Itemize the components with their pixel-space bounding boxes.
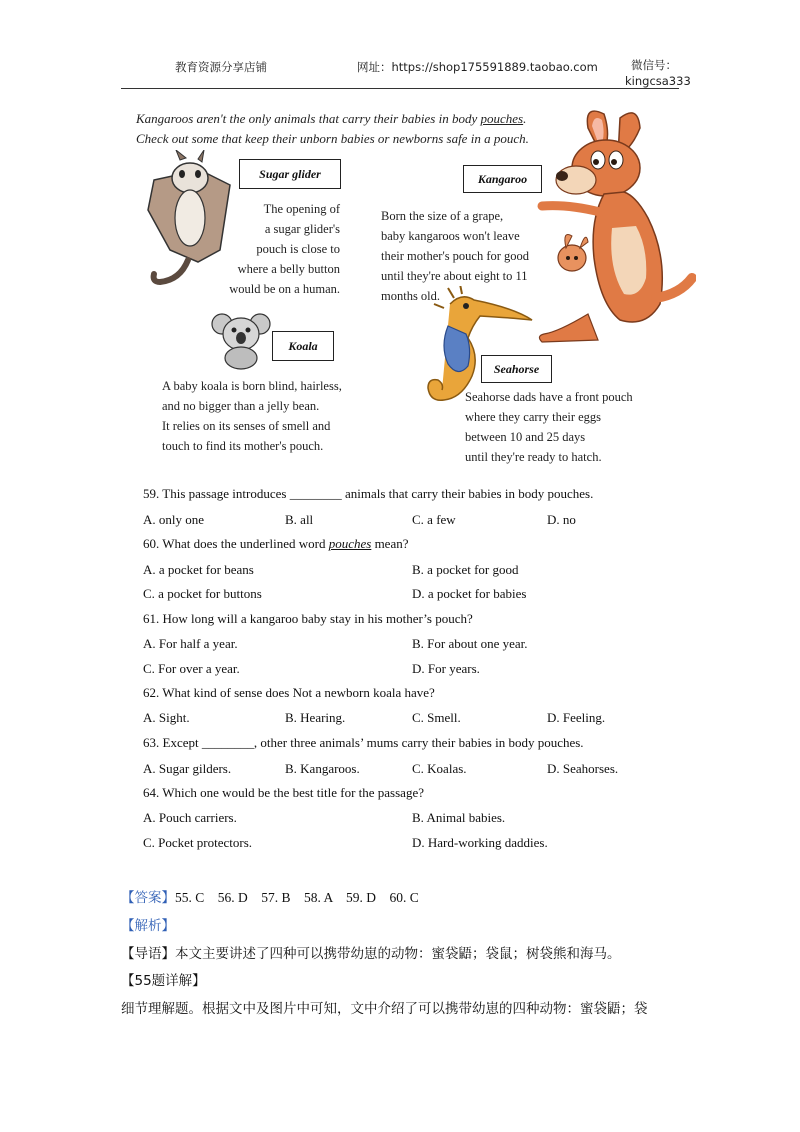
q64-option-b: B. Animal babies. <box>412 810 506 825</box>
header-wechat-id: kingcsa333 <box>625 74 691 88</box>
q63-option-d: D. Seahorses. <box>547 761 619 776</box>
detail-text: 细节理解题。根据文中及图片中可知，文中介绍了可以携带幼崽的四种动物：蜜袋鼯；袋 <box>121 1001 648 1017</box>
intro-period: . <box>523 111 527 126</box>
q59-option-d: D. no <box>547 512 576 527</box>
q63-option-c: C. Koalas. <box>412 761 467 776</box>
q63-option-a: A. Sugar gilders. <box>143 761 232 776</box>
kangaroo-text: Born the size of a grape, baby kangaroos won't leave their mother's pouch for good until they're about eight to 11 months old. <box>381 209 530 303</box>
passage-intro-line2: Check out some that keep their unborn babies or newborns safe in a pouch. <box>136 131 529 146</box>
detail-label: 【55题详解】 <box>121 973 206 989</box>
q60-option-d: D. a pocket for babies <box>412 586 527 601</box>
answer-line <box>121 886 419 906</box>
header-url: 网址：https://shop175591889.taobao.com <box>357 60 598 74</box>
q60-underlined-word: pouches <box>328 536 372 551</box>
q64-option-a: A. Pouch carriers. <box>143 810 237 825</box>
q64-option-d: D. Hard-working daddies. <box>412 835 548 850</box>
answer-label: 【答案】 <box>121 890 175 906</box>
q61-option-a: A. For half a year. <box>143 636 238 651</box>
label-seahorse: Seahorse <box>481 355 552 383</box>
question-62: 62. What kind of sense does Not a newborn koala have? <box>143 685 435 700</box>
passage-intro-line1 <box>136 111 526 127</box>
sugar-glider-text: The opening of a sugar glider's pouch is close to where a belly button would be on a human. <box>229 202 340 296</box>
q59-option-b: B. all <box>285 512 314 527</box>
q64-option-c: C. Pocket protectors. <box>143 835 253 850</box>
koala-text: A baby koala is born blind, hairless, and no bigger than a jelly bean. It relies on its senses of smell and touch to find its mother's pouch. <box>162 379 342 453</box>
q60-option-a: A. a pocket for beans <box>143 562 254 577</box>
guide-label: 【导语】 <box>121 946 175 962</box>
question-64: 64. Which one would be the best title for the passage? <box>143 785 424 800</box>
question-59: 59. This passage introduces ________ animals that carry their babies in body pouches. <box>143 486 594 501</box>
q59-option-a: A. only one <box>143 512 205 527</box>
header-shop: 教育资源分享店铺 <box>175 60 267 74</box>
header-rule <box>121 88 679 89</box>
q59-option-c: C. a few <box>412 512 456 527</box>
intro-underlined-word: pouches <box>480 111 524 126</box>
q62-option-c: C. Smell. <box>412 710 461 725</box>
q62-option-b: B. Hearing. <box>285 710 346 725</box>
intro-text: Kangaroos aren't the only animals that carry their babies in body <box>136 111 481 126</box>
analysis-label: 【解析】 <box>121 918 175 934</box>
q61-option-c: C. For over a year. <box>143 661 240 676</box>
q61-option-d: D. For years. <box>412 661 480 676</box>
q60-stem-end: mean? <box>371 536 409 551</box>
label-sugar-glider: Sugar glider <box>239 159 341 189</box>
koala-illustration <box>210 308 272 370</box>
seahorse-text: Seahorse dads have a front pouch where they carry their eggs between 10 and 25 days until they're ready to hatch. <box>465 390 633 464</box>
q61-option-b: B. For about one year. <box>412 636 528 651</box>
label-kangaroo: Kangaroo <box>463 165 542 193</box>
q60-stem: 60. What does the underlined word <box>143 536 329 551</box>
answer-text: 55. C 56. D 57. B 58. A 59. D 60. C <box>175 890 419 905</box>
q60-option-c: C. a pocket for buttons <box>143 586 262 601</box>
q63-option-b: B. Kangaroos. <box>285 761 360 776</box>
header-wechat-label: 微信号： <box>631 58 677 72</box>
kangaroo-illustration <box>528 108 696 356</box>
question-63: 63. Except ________, other three animals’ mums carry their babies in body pouches. <box>143 735 584 750</box>
question-60 <box>143 536 408 552</box>
q60-option-b: B. a pocket for good <box>412 562 519 577</box>
question-61: 61. How long will a kangaroo baby stay in his mother’s pouch? <box>143 611 473 626</box>
guide-line <box>121 942 621 962</box>
guide-text: 本文主要讲述了四种可以携带幼崽的动物：蜜袋鼯；袋鼠；树袋熊和海马。 <box>175 946 621 962</box>
q62-option-a: A. Sight. <box>143 710 190 725</box>
q62-option-d: D. Feeling. <box>547 710 606 725</box>
label-koala: Koala <box>272 331 334 361</box>
